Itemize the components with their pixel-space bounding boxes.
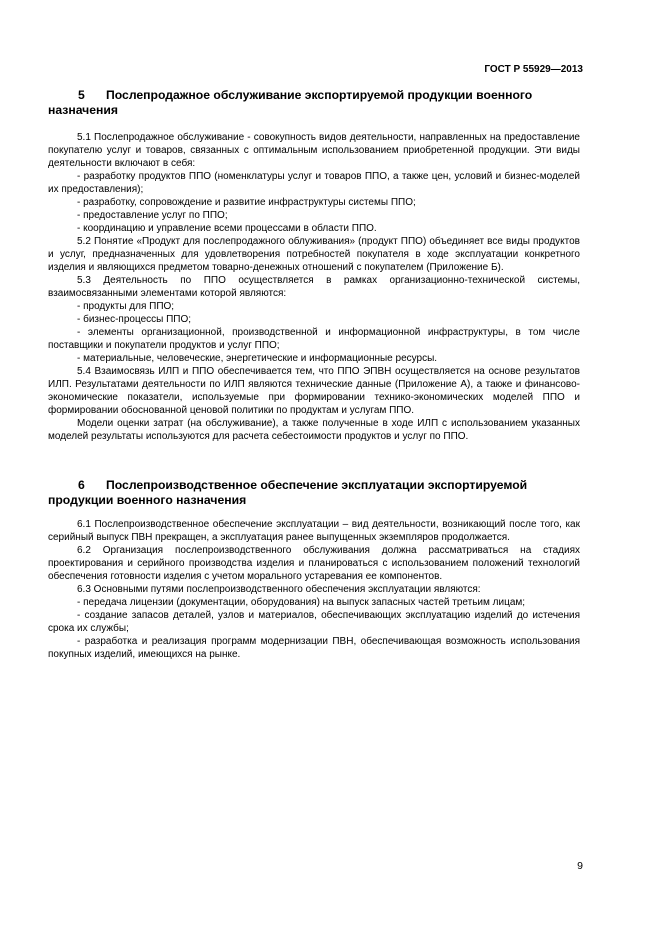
section-6-heading bbox=[48, 478, 582, 508]
paragraph-5-4: 5.4 Взаимосвязь ИЛП и ППО обеспечивается тем, что ППО ЭПВН осуществляется на основе результатов ИЛП. Результатами деятельности по ИЛП являются технические данные (Приложение А), а также и финансово-экономические показатели, используемые при формировании технико-экономических моделей ППО и формировании обоснованной ценовой политики по продуктам и услугам ППО. bbox=[48, 366, 580, 416]
list-item: - передача лицензии (документации, оборудования) на выпуск запасных частей третьим лицам; bbox=[77, 597, 526, 608]
list-item: - координацию и управление всеми процессами в области ППО. bbox=[77, 223, 377, 234]
list-item: - предоставление услуг по ППО; bbox=[77, 210, 228, 221]
section-5-body bbox=[48, 131, 580, 443]
paragraph-models: Модели оценки затрат (на обслуживание), а также полученные в ходе ИЛП с использованием указанных моделей результаты используются для расчета себестоимости продуктов и услуг по ППО. bbox=[48, 418, 580, 442]
paragraph-5-2: 5.2 Понятие «Продукт для послепродажного облуживания» (продукт ППО) объединяет все виды продуктов и услуг, предназначенных для удовлетворения потребностей покупателя в ходе эксплуатации конкретного изделия и являющихся предметом товарно-денежных отношений с покупателем (Приложение Б). bbox=[48, 236, 580, 273]
paragraph-6-3: 6.3 Основными путями послепроизводственного обеспечения эксплуатации являются: bbox=[77, 584, 481, 595]
paragraph-5-3: 5.3 Деятельность по ППО осуществляется в рамках организационно-технической системы, взаимосвязанными элементами которой являются: bbox=[48, 275, 580, 299]
section-6-number: 6 bbox=[78, 478, 85, 492]
section-6-body bbox=[48, 518, 580, 661]
document-code: ГОСТ Р 55929—2013 bbox=[484, 64, 583, 75]
list-item: - продукты для ППО; bbox=[77, 301, 175, 312]
list-item: - разработку, сопровождение и развитие инфраструктуры системы ППО; bbox=[77, 197, 416, 208]
section-5-number: 5 bbox=[78, 88, 85, 102]
section-5-heading bbox=[48, 88, 582, 118]
section-5-title: Послепродажное обслуживание экспортируемой продукции военного назначения bbox=[48, 88, 533, 117]
list-item: - элементы организационной, производственной и информационной инфраструктуры, в том числе поставщики и покупатели продуктов и услуг ППО; bbox=[48, 327, 580, 351]
list-item: - бизнес-процессы ППО; bbox=[77, 314, 192, 325]
paragraph-6-1: 6.1 Послепроизводственное обеспечение эксплуатации – вид деятельности, возникающий после того, как серийный выпуск ПВН прекращен, а эксплуатация ранее выпущенных экземпляров продолжается. bbox=[48, 519, 580, 543]
list-item: - материальные, человеческие, энергетические и информационные ресурсы. bbox=[77, 353, 438, 364]
list-item: - создание запасов деталей, узлов и материалов, обеспечивающих эксплуатацию изделий до истечения срока их службы; bbox=[48, 610, 580, 634]
list-item: - разработка и реализация программ модернизации ПВН, обеспечивающая возможность использования покупных изделий, имеющихся на рынке. bbox=[48, 636, 580, 660]
page-number: 9 bbox=[577, 860, 583, 872]
list-item: - разработку продуктов ППО (номенклатуры услуг и товаров ППО, а также цен, условий и бизнес-моделей их предоставления); bbox=[48, 171, 580, 195]
paragraph-6-2: 6.2 Организация послепроизводственного обслуживания должна рассматриваться на стадиях проектирования и серийного производства изделия и планироваться с использованием положений технологий обеспечения готовности изделия с учетом морального устаревания ее компонентов. bbox=[48, 545, 580, 582]
paragraph-5-1: 5.1 Послепродажное обслуживание - совокупность видов деятельности, направленных на предоставление покупателю услуг и товаров, связанных с оптимальным использованием приобретенной продукции. Эти виды деятельности включают в себя: bbox=[48, 132, 580, 169]
section-6-title: Послепроизводственное обеспечение эксплуатации экспортируемой продукции военного назначения bbox=[48, 478, 528, 507]
